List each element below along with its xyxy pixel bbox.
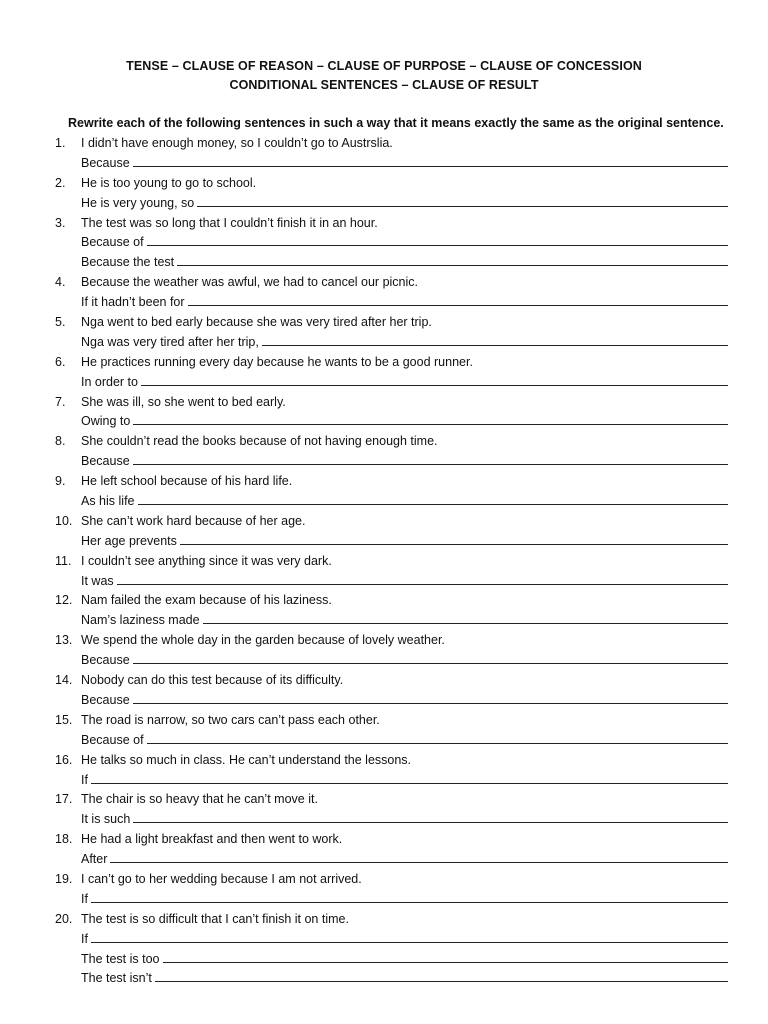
answer-line	[0, 154, 768, 174]
exercise-item	[0, 393, 768, 433]
title-line-2: CONDITIONAL SENTENCES – CLAUSE OF RESULT	[229, 78, 539, 92]
question-number: 19.	[55, 871, 73, 886]
question-text: We spend the whole day in the garden because of lovely weather.	[81, 633, 445, 648]
question-line	[0, 830, 768, 850]
answer-prefix: The test isn’t	[81, 971, 152, 986]
answer-blank[interactable]	[110, 851, 728, 863]
answer-prefix: Nam’s laziness made	[81, 613, 200, 628]
answer-blank[interactable]	[91, 772, 728, 784]
exercise-item	[0, 472, 768, 512]
question-text: Nobody can do this test because of its difficulty.	[81, 673, 344, 688]
question-number: 15.	[55, 712, 73, 727]
question-text: The test was so long that I couldn’t finish it in an hour.	[81, 215, 378, 230]
answer-blank[interactable]	[133, 811, 728, 823]
answer-line	[0, 253, 768, 273]
question-line	[0, 472, 768, 492]
answer-line	[0, 373, 768, 393]
answer-prefix: If	[81, 772, 88, 787]
answer-prefix: Because of	[81, 732, 144, 747]
question-text: I can’t go to her wedding because I am not arrived.	[81, 871, 362, 886]
answer-blank[interactable]	[177, 254, 728, 266]
answer-prefix: Owing to	[81, 414, 131, 429]
question-line	[0, 134, 768, 154]
question-number: 14.	[55, 673, 73, 688]
question-number: 11.	[55, 553, 72, 568]
answer-blank[interactable]	[188, 294, 728, 306]
question-text: Nam failed the exam because of his laziness.	[81, 593, 332, 608]
answer-prefix: Because	[81, 155, 130, 170]
question-text: The chair is so heavy that he can’t move it.	[81, 792, 318, 807]
answer-blank[interactable]	[138, 493, 729, 505]
question-text: I couldn’t see anything since it was very dark.	[81, 553, 332, 568]
answer-blank[interactable]	[262, 334, 728, 346]
answer-blank[interactable]	[147, 234, 728, 246]
exercise-item	[0, 711, 768, 751]
exercise-item	[0, 671, 768, 711]
answer-line	[0, 810, 768, 830]
exercise-item	[0, 214, 768, 274]
question-text: I didn’t have enough money, so I couldn’t go to Austrslia.	[81, 136, 393, 150]
answer-blank[interactable]	[180, 533, 728, 545]
exercise-item	[0, 432, 768, 472]
answer-line	[0, 492, 768, 512]
answer-blank[interactable]	[133, 692, 728, 704]
answer-blank[interactable]	[91, 891, 728, 903]
exercise-item	[0, 790, 768, 830]
question-text: He left school because of his hard life.	[81, 474, 293, 489]
answer-line	[0, 691, 768, 711]
exercise-item	[0, 353, 768, 393]
question-text: He is too young to go to school.	[81, 175, 257, 190]
exercise-item	[0, 631, 768, 671]
exercise-item	[0, 313, 768, 353]
answer-line	[0, 194, 768, 214]
question-line	[0, 631, 768, 651]
answer-blank[interactable]	[203, 612, 728, 624]
answer-line	[0, 333, 768, 353]
answer-blank[interactable]	[197, 195, 728, 207]
question-line	[0, 671, 768, 691]
question-line	[0, 910, 768, 930]
question-number: 8.	[55, 434, 66, 449]
question-number: 3.	[55, 215, 66, 230]
exercise-item	[0, 512, 768, 552]
question-line	[0, 353, 768, 373]
question-text: She can’t work hard because of her age.	[81, 513, 306, 528]
instruction: Rewrite each of the following sentences in such a way that it means exactly the same as the original sentence.	[68, 116, 724, 130]
answer-line	[0, 233, 768, 253]
answer-line	[0, 572, 768, 592]
answer-line	[0, 452, 768, 472]
question-number: 17.	[55, 792, 73, 807]
answer-blank[interactable]	[147, 732, 728, 744]
exercise-item	[0, 591, 768, 631]
exercise-item	[0, 830, 768, 870]
answer-prefix: Because	[81, 653, 130, 668]
answer-prefix: Because	[81, 454, 130, 469]
answer-prefix: Because	[81, 692, 130, 707]
question-line	[0, 313, 768, 333]
question-line	[0, 711, 768, 731]
answer-blank[interactable]	[133, 413, 728, 425]
exercise-item	[0, 134, 768, 174]
question-number: 4.	[55, 275, 66, 290]
answer-line	[0, 771, 768, 791]
question-number: 20.	[55, 911, 73, 926]
exercise-item	[0, 751, 768, 791]
question-number: 5.	[55, 315, 66, 330]
answer-line	[0, 950, 768, 970]
question-line	[0, 393, 768, 413]
exercise-item	[0, 552, 768, 592]
answer-line	[0, 969, 768, 989]
answer-prefix: As his life	[81, 494, 135, 509]
question-text: She couldn’t read the books because of not having enough time.	[81, 434, 438, 449]
answer-prefix: The test is too	[81, 951, 160, 966]
question-line	[0, 552, 768, 572]
question-text: She was ill, so she went to bed early.	[81, 394, 286, 409]
worksheet-title	[0, 57, 768, 95]
question-line	[0, 273, 768, 293]
answer-prefix: It was	[81, 573, 114, 588]
answer-blank[interactable]	[117, 573, 728, 585]
answer-prefix: If	[81, 931, 88, 946]
answer-line	[0, 850, 768, 870]
answer-line	[0, 293, 768, 313]
question-line	[0, 790, 768, 810]
question-number: 1.	[55, 136, 66, 150]
answer-blank[interactable]	[133, 652, 728, 664]
exercise-item	[0, 273, 768, 313]
question-number: 10.	[55, 513, 73, 528]
question-text: The test is so difficult that I can’t finish it on time.	[81, 911, 349, 926]
question-line	[0, 870, 768, 890]
answer-prefix: Her age prevents	[81, 533, 177, 548]
question-text: He had a light breakfast and then went to work.	[81, 832, 343, 847]
answer-prefix: After	[81, 852, 108, 867]
answer-prefix: If it hadn’t been for	[81, 295, 185, 310]
question-text: He practices running every day because he wants to be a good runner.	[81, 354, 473, 369]
answer-line	[0, 532, 768, 552]
question-line	[0, 512, 768, 532]
question-text: The road is narrow, so two cars can’t pass each other.	[81, 712, 380, 727]
answer-prefix: If	[81, 891, 88, 906]
question-line	[0, 214, 768, 234]
answer-prefix: In order to	[81, 374, 138, 389]
question-line	[0, 432, 768, 452]
answer-blank[interactable]	[91, 931, 728, 943]
question-number: 16.	[55, 752, 73, 767]
answer-line	[0, 930, 768, 950]
question-number: 6.	[55, 354, 66, 369]
question-number: 13.	[55, 633, 73, 648]
exercise-list	[0, 134, 768, 989]
answer-line	[0, 412, 768, 432]
answer-blank[interactable]	[155, 970, 728, 982]
question-text: Because the weather was awful, we had to cancel our picnic.	[81, 275, 418, 290]
answer-prefix: He is very young, so	[81, 195, 195, 210]
question-line	[0, 751, 768, 771]
answer-blank[interactable]	[141, 374, 728, 386]
answer-prefix: It is such	[81, 812, 131, 827]
answer-line	[0, 651, 768, 671]
question-number: 7.	[55, 394, 66, 409]
question-text: He talks so much in class. He can’t understand the lessons.	[81, 752, 412, 767]
answer-blank[interactable]	[163, 951, 728, 963]
question-text: Nga went to bed early because she was very tired after her trip.	[81, 315, 432, 330]
exercise-item	[0, 870, 768, 910]
answer-prefix: Because of	[81, 235, 144, 250]
question-line	[0, 174, 768, 194]
answer-line	[0, 611, 768, 631]
question-number: 2.	[55, 175, 66, 190]
question-number: 12.	[55, 593, 73, 608]
question-number: 9.	[55, 474, 66, 489]
exercise-item	[0, 174, 768, 214]
answer-prefix: Nga was very tired after her trip,	[81, 334, 259, 349]
exercise-item	[0, 910, 768, 990]
answer-line	[0, 731, 768, 751]
question-line	[0, 591, 768, 611]
answer-blank[interactable]	[133, 155, 728, 167]
answer-line	[0, 890, 768, 910]
title-line-1: TENSE – CLAUSE OF REASON – CLAUSE OF PURPOSE – CLAUSE OF CONCESSION	[126, 59, 642, 73]
answer-blank[interactable]	[133, 453, 728, 465]
answer-prefix: Because the test	[81, 255, 175, 270]
question-number: 18.	[55, 832, 73, 847]
